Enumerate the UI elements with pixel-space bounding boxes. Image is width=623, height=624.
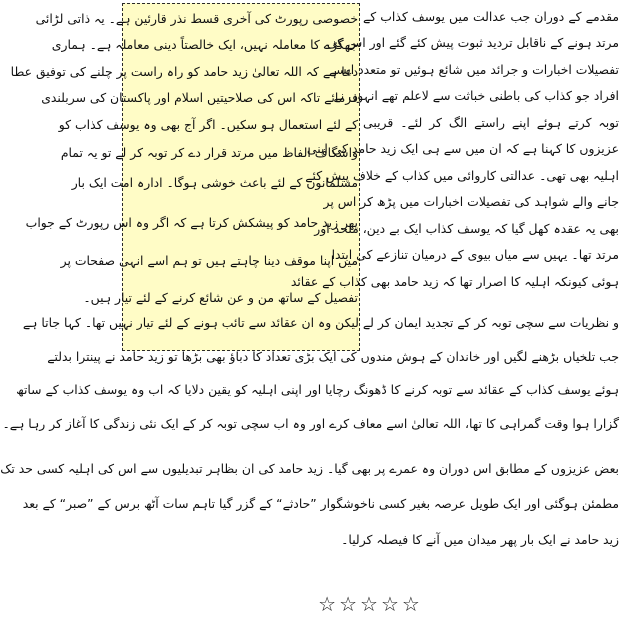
- editorial-note-line: میں اپنا موقف دینا چاہتے ہیں تو ہم اسے انہی صفحات پر: [60, 253, 358, 268]
- editorial-note-line: کے لئے استعمال ہو سکیں۔ اگر آج بھی وہ یوسف کذاب کو: [58, 117, 358, 132]
- editorial-note-line: فرمائے تاکہ اس کی صلاحیتیں اسلام اور پاکستان کی سربلندی: [41, 90, 358, 105]
- body-line: مطمئن ہوگئی اور ایک طویل عرصہ بغیر کسی ناخوشگوار ”حادثے“ کے گزر گیا تاہم سات آٹھ برس کے ”صبر“ کے بعد: [22, 496, 619, 511]
- main-column-line: مرتد ہونے کے ناقابل تردید ثبوت پیش کئے گئے اور اس کی: [326, 35, 619, 50]
- main-column-line: افراد جو کذاب کی باطنی خباثت سے لاعلم تھے انہوں نے: [333, 88, 619, 103]
- body-line: جب تلخیاں بڑھنے لگیں اور خاندان کے ہوش مندوں کی ایک بڑی تعداد کا دباؤ بھی بڑھا تو زید حامد نے پینترا بدلتے: [47, 349, 619, 364]
- main-column-line: مرتد تھا۔ یہیں سے میاں بیوی کے درمیان تنازعے کی ابتدا: [331, 247, 619, 262]
- body-line: و نظریات سے سچی توبہ کر کے تجدید ایمان کر لے لیکن وہ ان عقائد سے تائب ہونے کے لئے تیار نہیں تھا۔ کہا جاتا ہے: [22, 315, 619, 330]
- main-column-line: بھی یہ عقدہ کھل گیا کہ یوسف کذاب ایک بے دین، ملحد اور: [314, 221, 619, 236]
- editorial-note-line: تفصیل کے ساتھ من و عن شائع کرنے کے لئے تیار ہیں۔: [83, 290, 358, 305]
- body-line: زید حامد نے ایک بار پھر میدان میں آنے کا فیصلہ کرلیا۔: [341, 532, 619, 547]
- main-column-line: مقدمے کے دوران جب عدالت میں یوسف کذاب کے: [363, 9, 619, 24]
- editorial-note-line: مسلمانوں کے لئے باعث خوشی ہوگا۔ ادارہ امت ایک بار: [71, 175, 358, 190]
- body-line: گزارا ہوا وقت گمراہی کا تھا، اللہ تعالیٰ اسے معاف کرے اور وہ اب سچی توبہ کر کے ایک نئی زندگی کا آغاز کر رہا ہے۔: [2, 416, 619, 431]
- main-column-line: عزیزوں کا کہنا ہے کہ ان میں سے ہی ایک زید حامد کی اپنی: [306, 141, 619, 156]
- editorial-note-line: دعا ہے کہ اللہ تعالیٰ زید حامد کو راہ راست پر چلنے کی توفیق عطا: [10, 64, 358, 79]
- editorial-note-line: جھگڑے کا معاملہ نہیں، ایک خالصتاً دینی معاملہ ہے۔ ہماری: [51, 37, 358, 52]
- main-column-line: توبہ کرتے ہوئے اپنے راستے الگ کر لئے۔ قریبی: [363, 115, 619, 130]
- main-column-line: ہوئی کیونکہ اہلیہ کا اصرار تھا کہ زید حامد بھی کذاب کے عقائد: [290, 274, 619, 289]
- main-column-line: اہلیہ بھی تھی۔ عدالتی کاروائی میں کذاب کے خلاف پیش کئے: [305, 168, 619, 183]
- end-of-article-stars: ☆☆☆☆☆: [318, 592, 423, 616]
- editorial-note-line: خصوصی رپورٹ کی آخری قسط نذر قارئین ہے۔ یہ ذاتی لڑائی: [35, 11, 358, 26]
- body-line: ہوئے یوسف کذاب کے عقائد سے توبہ کرنے کا ڈھونگ رچایا اور اپنی اہلیہ کو یقین دلایا کہ اب وہ یوسف کذاب کے ساتھ: [16, 382, 619, 397]
- main-column-line: جانے والے شواہد کی تفصیلات اخبارات میں پڑھ کر اس پر: [323, 194, 619, 209]
- main-column-line: تفصیلات اخبارات و جرائد میں شائع ہوئیں تو متعدد ایسے: [328, 62, 619, 77]
- editorial-note-line: پھر زید حامد کو پیشکش کرتا ہے کہ اگر وہ اس رپورٹ کے جواب: [25, 215, 358, 230]
- editorial-note-line: واشگاف الفاظ میں مرتد قرار دے کر توبہ کر لے تو یہ تمام: [60, 145, 358, 160]
- body-line: بعض عزیزوں کے مطابق اس دوران وہ عمرے پر بھی گیا۔ زید حامد کی ان بظاہر تبدیلیوں سے اس کی اہلیہ کسی حد تک: [0, 461, 619, 476]
